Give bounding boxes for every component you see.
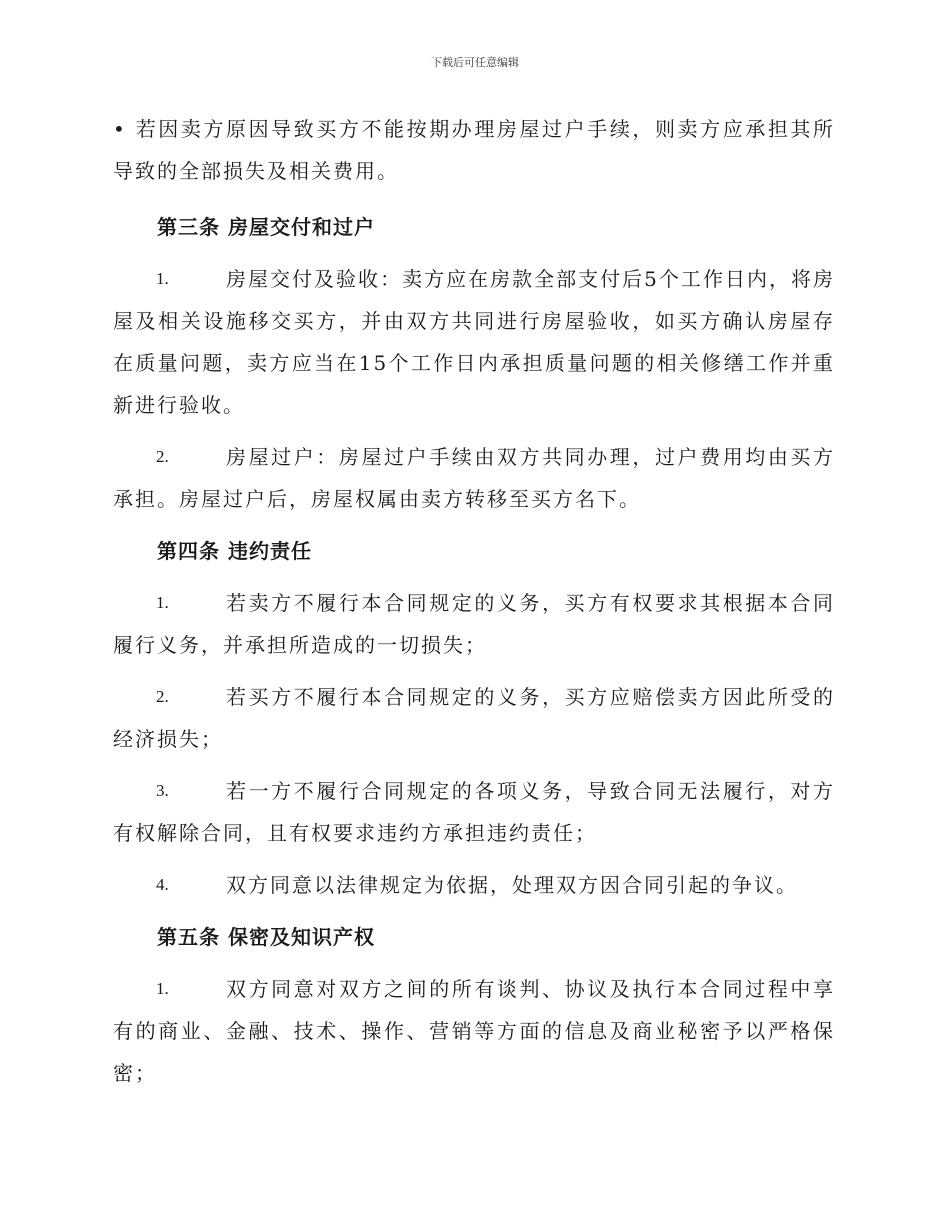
section-heading: 第五条 保密及知识产权 <box>157 925 375 949</box>
item-text: 双方同意以法律规定为依据，处理双方因合同引起的争议。 <box>226 873 798 897</box>
item-text: 若卖方不履行本合同规定的义务，买方有权要求其根据本合同履行义务，并承担所造成的一切损失； <box>113 591 835 657</box>
item-number: 4. <box>156 875 169 894</box>
page-header: 下载后可任意编辑 <box>431 56 519 69</box>
item-number: 3. <box>156 781 169 800</box>
item-text: 房屋过户：房屋过户手续由双方共同办理，过户费用均由买方承担。房屋过户后，房屋权属由卖方转移至买方名下。 <box>113 445 835 511</box>
section-heading: 第四条 违约责任 <box>157 539 312 563</box>
item-number: 1. <box>156 593 169 612</box>
list-item <box>113 968 835 1094</box>
item-text: 若买方不履行本合同规定的义务，买方应赔偿卖方因此所受的经济损失； <box>113 685 835 751</box>
list-item <box>113 582 835 666</box>
item-text: 若一方不履行合同规定的各项义务，导致合同无法履行，对方有权解除合同，且有权要求违约方承担违约责任； <box>113 779 835 845</box>
list-item <box>113 258 835 426</box>
document-body <box>113 108 835 1104</box>
item-number: 2. <box>156 687 169 706</box>
section-heading: 第三条 房屋交付和过户 <box>157 215 375 239</box>
item-text: 双方同意对双方之间的所有谈判、协议及执行本合同过程中享有的商业、金融、技术、操作、营销等方面的信息及商业秘密予以严格保密； <box>113 977 835 1085</box>
list-item <box>113 770 835 854</box>
item-number: 1. <box>156 979 169 998</box>
list-item <box>113 864 835 906</box>
list-item <box>113 436 835 520</box>
intro-bullet-paragraph: • 若因卖方原因导致买方不能按期办理房屋过户手续，则卖方应承担其所导致的全部损失及相关费用。 <box>113 117 835 183</box>
list-item <box>113 676 835 760</box>
item-text: 房屋交付及验收：卖方应在房款全部支付后5个工作日内，将房屋及相关设施移交买方，并由双方共同进行房屋验收，如买方确认房屋存在质量问题，卖方应当在15个工作日内承担质量问题的相关修缮工作并重新进行验收。 <box>113 267 835 417</box>
item-number: 1. <box>156 269 169 288</box>
item-number: 2. <box>156 447 169 466</box>
